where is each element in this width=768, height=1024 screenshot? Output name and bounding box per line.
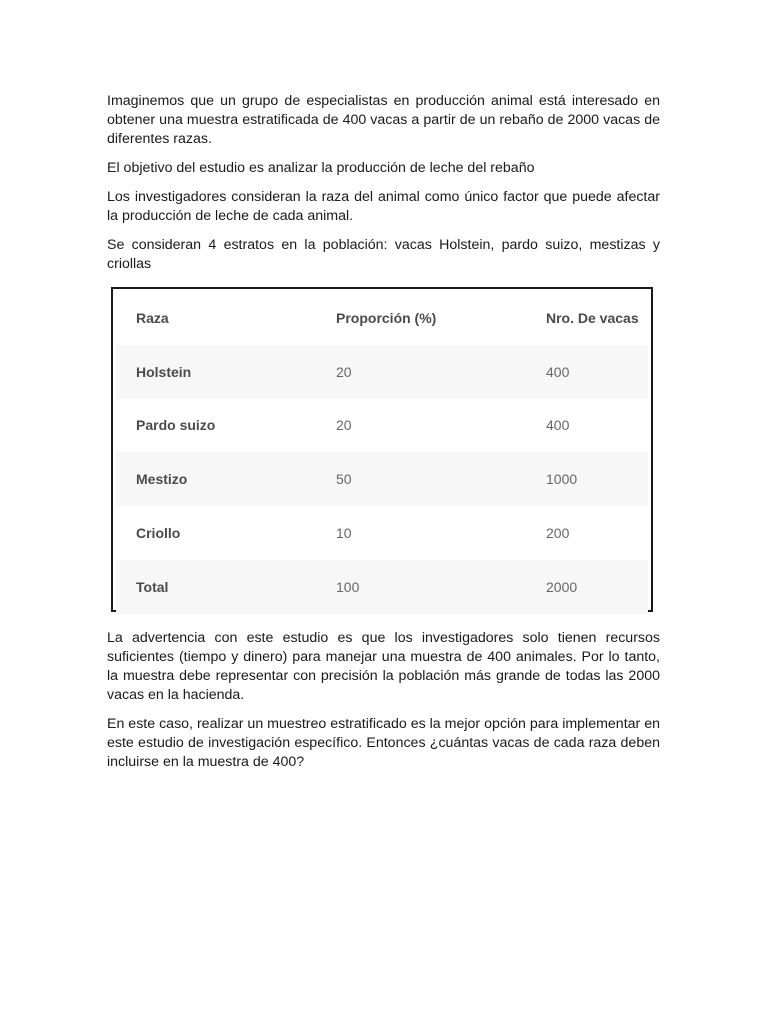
cell-raza: Criollo: [136, 525, 181, 542]
header-nro-vacas: Nro. De vacas: [546, 309, 639, 326]
cell-raza: Pardo suizo: [136, 417, 216, 434]
table-row: [116, 345, 648, 399]
cell-nro-vacas: 200: [546, 525, 570, 542]
caveat-paragraph: La advertencia con este estudio es que los investigadores solo tienen recursos suficientes (tiempo y dinero) para manejar una muestra de 400 animales. Por lo tanto, la muestra debe representar con precisión la población más grande de todas las 2000 vacas en la hacienda.: [107, 630, 660, 703]
intro-paragraph: Imaginemos que un grupo de especialistas en producción animal está interesado en obtener una muestra estratificada de 400 vacas a partir de un rebaño de 2000 vacas de diferentes razas.: [107, 93, 660, 147]
cell-proporcion: 10: [336, 525, 352, 542]
document-page: [107, 92, 660, 782]
breed-table: [116, 291, 648, 614]
cell-proporcion: 20: [336, 363, 352, 380]
factor-paragraph: Los investigadores consideran la raza del animal como único factor que puede afectar la producción de leche de cada animal.: [107, 189, 660, 224]
cell-raza: Total: [136, 578, 169, 595]
table-row: [116, 452, 648, 506]
cell-nro-vacas: 400: [546, 363, 570, 380]
header-proporcion: Proporción (%): [336, 309, 437, 326]
question-paragraph: En este caso, realizar un muestreo estratificado es la mejor opción para implementar en este estudio de investigación específico. Entonces ¿cuántas vacas de cada raza deben incluirse en la muestra de 400?: [107, 716, 660, 770]
objective-paragraph: El objetivo del estudio es analizar la producción de leche del rebaño: [107, 160, 535, 176]
cell-raza: Mestizo: [136, 471, 188, 488]
cell-nro-vacas: 1000: [546, 471, 578, 488]
header-raza: Raza: [136, 309, 169, 326]
cell-proporcion: 100: [336, 578, 360, 595]
table-row: [116, 399, 648, 453]
cell-nro-vacas: 400: [546, 417, 570, 434]
cell-raza: Holstein: [136, 363, 192, 380]
table-row: [116, 506, 648, 560]
table-row-total: [116, 560, 648, 614]
cell-proporcion: 20: [336, 417, 352, 434]
cell-proporcion: 50: [336, 471, 352, 488]
breed-table-image: [111, 287, 653, 612]
strata-paragraph: Se consideran 4 estratos en la población: vacas Holstein, pardo suizo, mestizas y criollas: [107, 237, 660, 272]
table-header-row: [116, 291, 648, 345]
cell-nro-vacas: 2000: [546, 578, 578, 595]
